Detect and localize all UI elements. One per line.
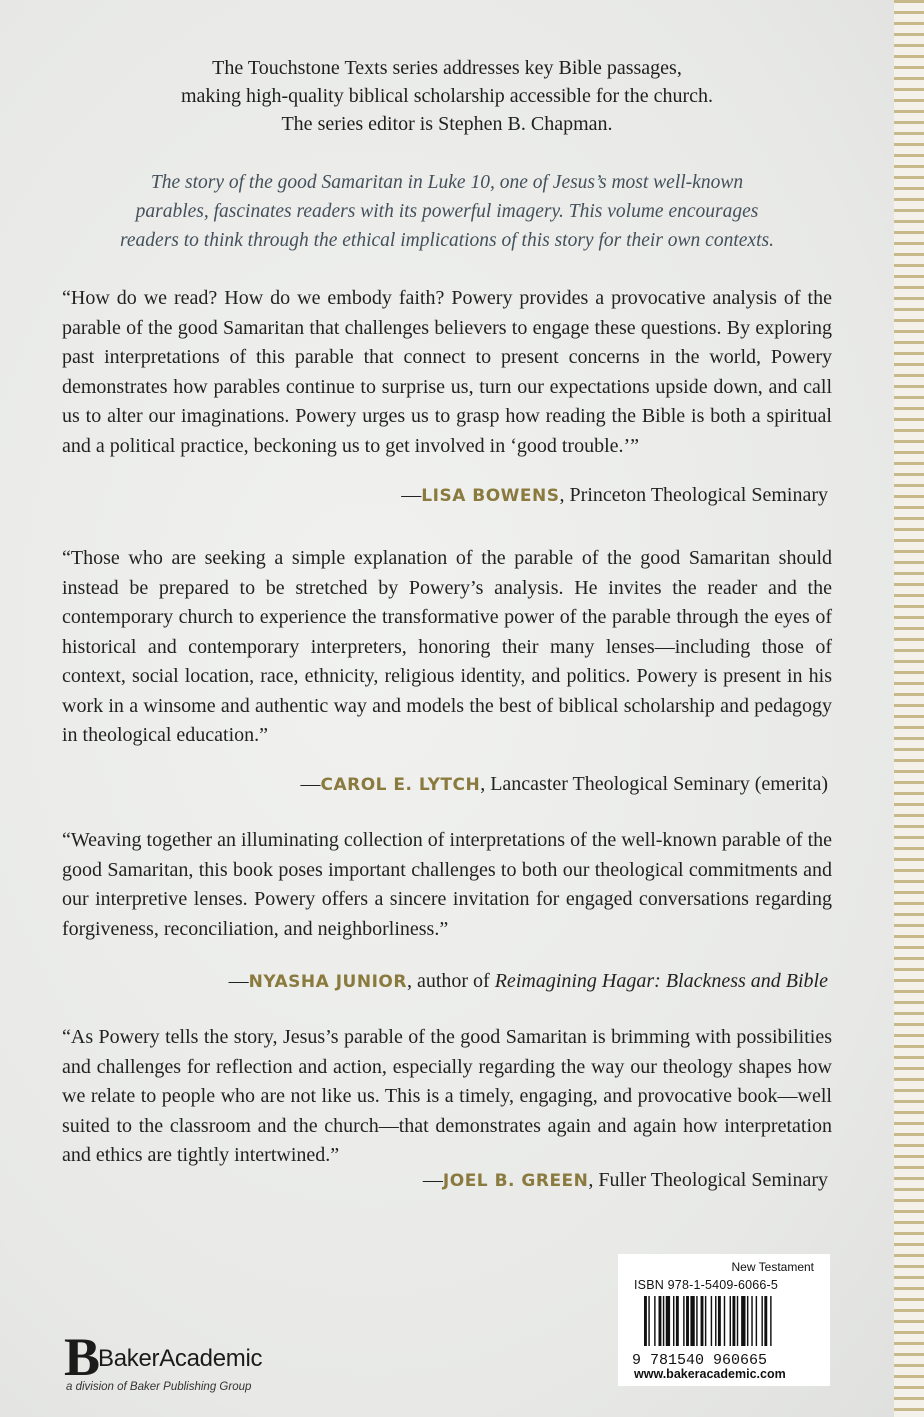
attribution-dash: — <box>401 484 422 506</box>
barcode-bar <box>724 1296 725 1346</box>
barcode-bar <box>654 1296 655 1346</box>
barcode-bars <box>644 1296 772 1346</box>
barcode-digits: 9 781540 960665 <box>632 1352 768 1368</box>
barcode-bar <box>732 1296 735 1346</box>
endorser-affiliation: , author of <box>406 970 495 992</box>
barcode-bar <box>659 1296 662 1346</box>
barcode-bar <box>666 1296 670 1346</box>
isbn-text: ISBN 978-1-5409-6066-5 <box>634 1278 779 1292</box>
barcode-bar <box>718 1296 721 1346</box>
spine-stripe-pattern <box>894 0 924 1417</box>
barcode-bar <box>756 1296 757 1346</box>
endorser-affiliation: , Lancaster Theological Seminary (emerita) <box>480 773 828 795</box>
endorser-name: CAROL E. LYTCH <box>320 775 481 795</box>
barcode-bar <box>770 1296 771 1346</box>
barcode-bar <box>737 1296 738 1346</box>
barcode-bar <box>711 1296 712 1346</box>
attribution-dash: — <box>422 1169 443 1191</box>
barcode-bar <box>761 1296 762 1346</box>
barcode-bar <box>764 1296 767 1346</box>
endorsement-quote: “How do we read? How do we embody faith? Powery provides a provocative analysis of the parable of the good Samaritan that challenges believers to engage these questions. By exploring past interpretations of this parable that connect to present concerns in the world, Powery demonstrates how parables continue to surprise us, turn our expectations upside down, and call us to alter our imaginations. Powery urges us to grasp how reading the Bible is both a spiritual and a political practice, beckoning us to get involved in ‘good trouble.’” <box>62 287 832 457</box>
barcode-bar <box>644 1296 647 1346</box>
endorsement-attribution <box>300 770 828 800</box>
barcode-bar <box>705 1296 706 1346</box>
endorsement-attribution <box>229 967 828 997</box>
series-intro-line-3: The series editor is Stephen B. Chapman. <box>281 113 613 135</box>
barcode-bar <box>730 1296 731 1346</box>
barcode-bar <box>696 1296 697 1346</box>
barcode-bar <box>741 1296 745 1346</box>
attribution-dash: — <box>228 970 249 992</box>
barcode-bar <box>751 1296 752 1346</box>
blurb-line-1: The story of the good Samaritan in Luke 10, one of Jesus’s most well-known <box>150 172 744 193</box>
endorser-name: NYASHA JUNIOR <box>248 972 407 992</box>
endorser-affiliation: , Princeton Theological Seminary <box>559 484 828 506</box>
endorser-name: JOEL B. GREEN <box>442 1171 589 1191</box>
barcode-bar <box>690 1296 694 1346</box>
publisher-name: BakerAcademic <box>98 1345 263 1372</box>
blurb-line-2: parables, fascinates readers with its powerful imagery. This volume encourages <box>135 201 759 222</box>
barcode-bar <box>683 1296 684 1346</box>
barcode-bar <box>701 1296 704 1346</box>
blurb-line-3: readers to think through the ethical implications of this story for their own contexts. <box>120 230 774 251</box>
book-category: New Testament <box>731 1260 814 1274</box>
barcode-bar <box>686 1296 689 1346</box>
barcode-graphic <box>630 1296 820 1368</box>
endorsement-attribution <box>401 481 828 511</box>
barcode-bar <box>673 1296 674 1346</box>
endorsement-quote: “Those who are seeking a simple explanation of the parable of the good Samaritan should instead be prepared to be stretched by Powery’s analysis. He invites the reader and the contemporary church to experience the transformative power of the parable through the eyes of historical and contemporary interpreters, honoring their many lenses—including those of context, social location, race, ethnicity, religious identity, and politics. Powery is present in his work in a winsome and authentic way and models the best of biblical scholarship and pedagogy in theological education.” <box>62 547 832 746</box>
barcode-bar <box>648 1296 649 1346</box>
publisher-url: www.bakeracademic.com <box>634 1367 786 1381</box>
endorser-name: LISA BOWENS <box>421 486 560 506</box>
publisher-logo <box>64 1328 364 1398</box>
endorser-affiliation: , Fuller Theological Seminary <box>588 1169 828 1191</box>
book-blurb <box>60 168 834 255</box>
series-intro-line-2: making high-quality biblical scholarship accessible for the church. <box>180 85 714 107</box>
endorsement-quote: “As Powery tells the story, Jesus’s parable of the good Samaritan is brimming with possibilities and challenges for reflection and action, especially regarding the way our theology shapes how we relate to people who are not like us. This is a timely, engaging, and provocative book—well suited to the classroom and the church—that demonstrates again and again how interpretation and ethics are tightly intertwined.” <box>62 1026 832 1166</box>
publisher-monogram: B <box>64 1327 101 1387</box>
barcode-bar <box>747 1296 748 1346</box>
series-intro <box>60 54 834 138</box>
publisher-division: a division of Baker Publishing Group <box>66 1381 252 1393</box>
barcode-panel <box>618 1254 830 1386</box>
barcode-bar <box>715 1296 716 1346</box>
series-intro-line-1: The Touchstone Texts series addresses key Bible passages, <box>212 57 682 79</box>
attribution-dash: — <box>300 773 321 795</box>
barcode-bar <box>663 1296 664 1346</box>
barcode-bar <box>676 1296 679 1346</box>
endorsement-quote: “Weaving together an illuminating collection of interpretations of the well-known parable of the good Samaritan, this book poses important challenges to both our theological commitments and our interpretive lenses. Powery offers a sincere invitation for engaged conversations regarding forgiveness, reconciliation, and neighborliness.” <box>62 829 832 940</box>
endorsement-attribution <box>423 1166 828 1196</box>
endorser-book-title: Reimagining Hagar: Blackness and Bible <box>494 970 828 992</box>
